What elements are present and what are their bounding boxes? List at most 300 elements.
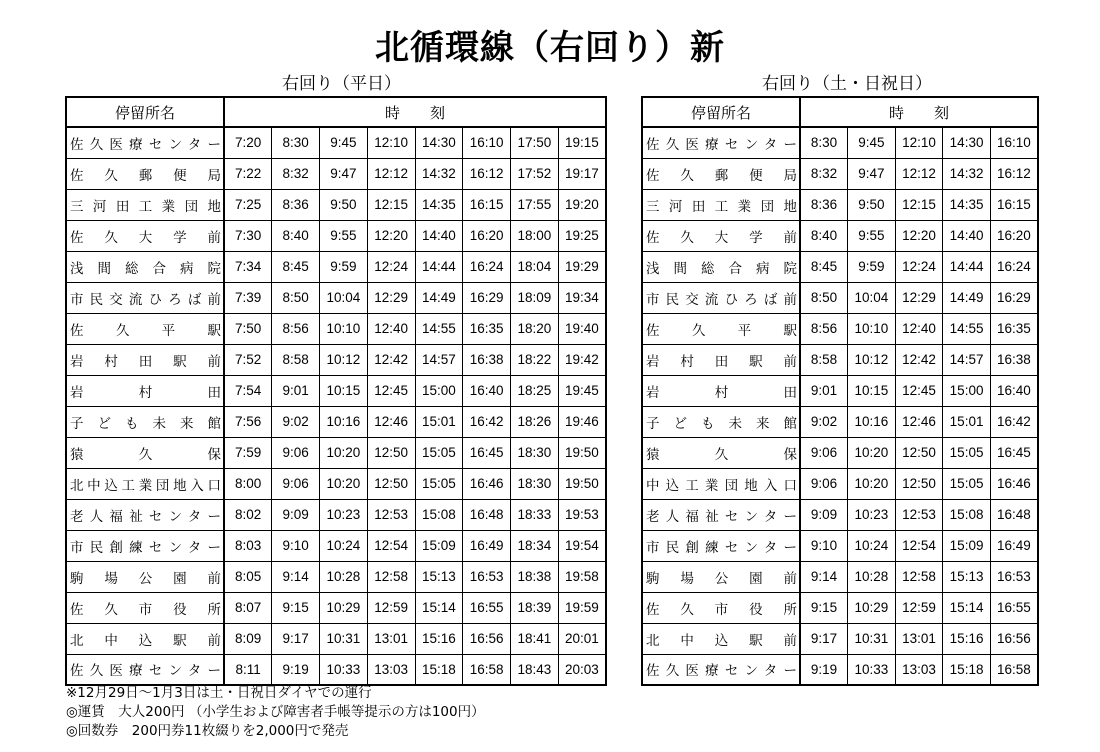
stop-name — [642, 406, 800, 437]
departure-time: 8:56 — [800, 313, 848, 344]
stop-name-label: 市民交流ひろば前 — [70, 291, 221, 308]
departure-time: 19:15 — [558, 127, 606, 158]
departure-time: 12:42 — [895, 344, 943, 375]
departure-time: 15:14 — [415, 592, 463, 623]
departure-time: 16:49 — [990, 530, 1038, 561]
stop-name — [642, 313, 800, 344]
departure-time: 12:24 — [895, 251, 943, 282]
stop-name-label: 浅間総合病院 — [646, 260, 797, 277]
departure-time: 7:22 — [224, 158, 272, 189]
table-row — [642, 375, 1038, 406]
departure-time: 10:20 — [848, 437, 896, 468]
departure-time: 8:58 — [272, 344, 320, 375]
departure-time: 7:59 — [224, 437, 272, 468]
stop-name-label: 駒場公園前 — [646, 570, 797, 587]
departure-time: 10:16 — [320, 406, 368, 437]
departure-time: 7:30 — [224, 220, 272, 251]
departure-time: 7:39 — [224, 282, 272, 313]
stop-name — [642, 251, 800, 282]
departure-time: 14:30 — [415, 127, 463, 158]
departure-time: 13:01 — [895, 623, 943, 654]
departure-time: 14:44 — [943, 251, 991, 282]
table-row — [66, 499, 606, 530]
stop-name — [66, 654, 224, 685]
table-row — [66, 530, 606, 561]
stop-name — [66, 344, 224, 375]
departure-time: 12:10 — [367, 127, 415, 158]
departure-time: 8:00 — [224, 468, 272, 499]
stop-name-label: 北中込駅前 — [646, 632, 797, 649]
departure-time: 12:53 — [895, 499, 943, 530]
departure-time: 10:20 — [320, 468, 368, 499]
departure-time: 15:00 — [943, 375, 991, 406]
departure-time: 8:50 — [272, 282, 320, 313]
departure-time: 9:47 — [320, 158, 368, 189]
stop-name-label: 三河田工業団地 — [70, 198, 221, 215]
departure-time: 8:30 — [800, 127, 848, 158]
departure-time: 9:15 — [272, 592, 320, 623]
table-row — [66, 220, 606, 251]
departure-time: 14:49 — [415, 282, 463, 313]
departure-time: 7:50 — [224, 313, 272, 344]
departure-time: 9:06 — [272, 468, 320, 499]
table-row — [66, 437, 606, 468]
stop-name-label: 北中込駅前 — [70, 632, 221, 649]
stop-name-label: 子ども未来館 — [646, 415, 797, 432]
departure-time: 13:01 — [367, 623, 415, 654]
departure-time: 10:28 — [848, 561, 896, 592]
stop-name — [642, 127, 800, 158]
departure-time: 9:09 — [800, 499, 848, 530]
table-row — [66, 158, 606, 189]
departure-time: 12:45 — [367, 375, 415, 406]
departure-time: 12:54 — [367, 530, 415, 561]
departure-time: 18:38 — [511, 561, 559, 592]
stop-name-label: 市民創練センター — [646, 539, 797, 556]
stop-name-label: 佐久郵便局 — [646, 167, 797, 184]
departure-time: 9:10 — [272, 530, 320, 561]
departure-time: 16:35 — [990, 313, 1038, 344]
departure-time: 12:40 — [367, 313, 415, 344]
departure-time: 8:56 — [272, 313, 320, 344]
stop-name-label: 岩村田駅前 — [70, 353, 221, 370]
departure-time: 19:54 — [558, 530, 606, 561]
table-row — [642, 654, 1038, 685]
departure-time: 12:50 — [367, 468, 415, 499]
stop-name — [642, 282, 800, 313]
departure-time: 12:46 — [895, 406, 943, 437]
departure-time: 9:59 — [848, 251, 896, 282]
departure-time: 12:59 — [367, 592, 415, 623]
departure-time: 10:23 — [320, 499, 368, 530]
stop-name — [66, 437, 224, 468]
departure-time: 16:53 — [463, 561, 511, 592]
stop-name — [642, 189, 800, 220]
stop-name-label: 佐久大学前 — [70, 229, 221, 246]
departure-time: 12:12 — [895, 158, 943, 189]
departure-time: 14:55 — [415, 313, 463, 344]
table-row — [66, 654, 606, 685]
departure-time: 8:11 — [224, 654, 272, 685]
departure-time: 19:50 — [558, 437, 606, 468]
stop-name-label: 北中込工業団地入口 — [70, 477, 221, 494]
stop-name-label: 岩村田 — [70, 384, 221, 401]
departure-time: 15:13 — [943, 561, 991, 592]
stop-name-label: 岩村田 — [646, 384, 797, 401]
stop-name — [66, 468, 224, 499]
departure-time: 10:24 — [320, 530, 368, 561]
departure-time: 12:50 — [367, 437, 415, 468]
departure-time: 12:12 — [367, 158, 415, 189]
stop-name — [642, 220, 800, 251]
departure-time: 14:57 — [415, 344, 463, 375]
departure-time: 14:57 — [943, 344, 991, 375]
departure-time: 12:24 — [367, 251, 415, 282]
departure-time: 10:04 — [848, 282, 896, 313]
table-row — [642, 437, 1038, 468]
departure-time: 8:50 — [800, 282, 848, 313]
departure-time: 16:48 — [990, 499, 1038, 530]
departure-time: 7:56 — [224, 406, 272, 437]
stop-name — [642, 499, 800, 530]
stop-name — [66, 251, 224, 282]
departure-time: 17:52 — [511, 158, 559, 189]
departure-time: 9:02 — [272, 406, 320, 437]
departure-time: 19:25 — [558, 220, 606, 251]
stop-name — [642, 158, 800, 189]
departure-time: 9:17 — [800, 623, 848, 654]
departure-time: 18:04 — [511, 251, 559, 282]
table-row — [642, 623, 1038, 654]
departure-time: 14:32 — [943, 158, 991, 189]
table-row — [66, 468, 606, 499]
departure-time: 12:54 — [895, 530, 943, 561]
departure-time: 12:45 — [895, 375, 943, 406]
departure-time: 16:49 — [463, 530, 511, 561]
stop-name-label: 老人福祉センター — [646, 508, 797, 525]
departure-time: 9:59 — [320, 251, 368, 282]
departure-time: 15:14 — [943, 592, 991, 623]
stop-name-label: 猿久保 — [70, 446, 221, 463]
table-row — [642, 251, 1038, 282]
departure-time: 9:50 — [320, 189, 368, 220]
departure-time: 12:58 — [367, 561, 415, 592]
departure-time: 19:45 — [558, 375, 606, 406]
departure-time: 12:59 — [895, 592, 943, 623]
stop-name — [66, 561, 224, 592]
departure-time: 7:25 — [224, 189, 272, 220]
departure-time: 10:10 — [848, 313, 896, 344]
departure-time: 10:12 — [848, 344, 896, 375]
departure-time: 9:55 — [320, 220, 368, 251]
departure-time: 8:07 — [224, 592, 272, 623]
table-row — [66, 561, 606, 592]
departure-time: 10:15 — [320, 375, 368, 406]
stop-name — [66, 189, 224, 220]
departure-time: 18:41 — [511, 623, 559, 654]
stop-name — [66, 623, 224, 654]
stop-name — [66, 375, 224, 406]
departure-time: 15:08 — [415, 499, 463, 530]
note-coupon: ◎回数券 200円券11枚綴りを2,000円で発売 — [66, 723, 349, 739]
departure-time: 9:17 — [272, 623, 320, 654]
departure-time: 8:58 — [800, 344, 848, 375]
table-row — [642, 220, 1038, 251]
departure-time: 8:02 — [224, 499, 272, 530]
departure-time: 10:04 — [320, 282, 368, 313]
stop-name — [66, 530, 224, 561]
table-row — [642, 530, 1038, 561]
departure-time: 10:33 — [320, 654, 368, 685]
departure-time: 14:49 — [943, 282, 991, 313]
departure-time: 15:18 — [415, 654, 463, 685]
departure-time: 8:45 — [800, 251, 848, 282]
table-row — [642, 313, 1038, 344]
departure-time: 7:20 — [224, 127, 272, 158]
departure-time: 9:47 — [848, 158, 896, 189]
stop-name-label: 市民交流ひろば前 — [646, 291, 797, 308]
departure-time: 9:19 — [800, 654, 848, 685]
stop-name — [66, 406, 224, 437]
departure-time: 20:03 — [558, 654, 606, 685]
departure-time: 8:05 — [224, 561, 272, 592]
table-row — [66, 375, 606, 406]
departure-time: 10:28 — [320, 561, 368, 592]
departure-time: 14:40 — [943, 220, 991, 251]
stop-name-label: 佐久郵便局 — [70, 167, 221, 184]
departure-time: 9:06 — [272, 437, 320, 468]
stop-name — [642, 561, 800, 592]
holiday-timetable — [641, 96, 1039, 686]
stop-name — [66, 158, 224, 189]
departure-time: 16:46 — [463, 468, 511, 499]
departure-time: 15:01 — [943, 406, 991, 437]
departure-time: 14:44 — [415, 251, 463, 282]
departure-time: 15:18 — [943, 654, 991, 685]
departure-time: 8:40 — [272, 220, 320, 251]
departure-time: 16:15 — [990, 189, 1038, 220]
departure-time: 18:22 — [511, 344, 559, 375]
stop-name-label: 浅間総合病院 — [70, 260, 221, 277]
departure-time: 10:23 — [848, 499, 896, 530]
stop-name — [642, 437, 800, 468]
departure-time: 16:20 — [463, 220, 511, 251]
departure-time: 12:29 — [367, 282, 415, 313]
departure-time: 16:24 — [463, 251, 511, 282]
stop-name — [642, 623, 800, 654]
departure-time: 18:39 — [511, 592, 559, 623]
departure-time: 9:15 — [800, 592, 848, 623]
departure-time: 19:42 — [558, 344, 606, 375]
departure-time: 9:45 — [320, 127, 368, 158]
departure-time: 9:06 — [800, 437, 848, 468]
departure-time: 17:55 — [511, 189, 559, 220]
table-row — [642, 406, 1038, 437]
departure-time: 15:05 — [943, 468, 991, 499]
departure-time: 16:56 — [463, 623, 511, 654]
table-row — [66, 592, 606, 623]
stop-name — [66, 127, 224, 158]
departure-time: 8:09 — [224, 623, 272, 654]
stop-name-header: 停留所名 — [642, 97, 800, 127]
departure-time: 9:06 — [800, 468, 848, 499]
stop-name-label: 佐久大学前 — [646, 229, 797, 246]
departure-time: 13:03 — [895, 654, 943, 685]
departure-time: 16:45 — [990, 437, 1038, 468]
departure-time: 14:30 — [943, 127, 991, 158]
departure-time: 16:12 — [990, 158, 1038, 189]
departure-time: 18:20 — [511, 313, 559, 344]
time-header: 時 刻 — [224, 97, 606, 127]
departure-time: 15:05 — [415, 437, 463, 468]
departure-time: 12:40 — [895, 313, 943, 344]
departure-time: 12:20 — [367, 220, 415, 251]
departure-time: 8:45 — [272, 251, 320, 282]
departure-time: 10:31 — [848, 623, 896, 654]
departure-time: 19:59 — [558, 592, 606, 623]
departure-time: 9:14 — [800, 561, 848, 592]
departure-time: 20:01 — [558, 623, 606, 654]
departure-time: 18:30 — [511, 437, 559, 468]
departure-time: 16:15 — [463, 189, 511, 220]
stop-name-header: 停留所名 — [66, 97, 224, 127]
departure-time: 9:10 — [800, 530, 848, 561]
page-title: 北循環線（右回り）新 — [375, 28, 725, 68]
departure-time: 14:40 — [415, 220, 463, 251]
stop-name-label: 佐久医療センター — [70, 663, 221, 680]
table-row — [66, 189, 606, 220]
weekday-subtitle: 右回り（平日） — [282, 74, 401, 94]
time-header: 時 刻 — [800, 97, 1038, 127]
departure-time: 10:31 — [320, 623, 368, 654]
departure-time: 16:38 — [990, 344, 1038, 375]
departure-time: 12:46 — [367, 406, 415, 437]
stop-name — [66, 592, 224, 623]
departure-time: 18:34 — [511, 530, 559, 561]
departure-time: 12:15 — [367, 189, 415, 220]
departure-time: 10:20 — [320, 437, 368, 468]
departure-time: 8:36 — [272, 189, 320, 220]
table-row — [642, 344, 1038, 375]
table-row — [66, 406, 606, 437]
table-row — [66, 313, 606, 344]
departure-time: 19:17 — [558, 158, 606, 189]
note-fare: ◎運賃 大人200円 （小学生および障害者手帳等提示の方は100円） — [66, 704, 485, 720]
departure-time: 16:48 — [463, 499, 511, 530]
departure-time: 19:29 — [558, 251, 606, 282]
departure-time: 15:09 — [415, 530, 463, 561]
departure-time: 12:20 — [895, 220, 943, 251]
departure-time: 12:53 — [367, 499, 415, 530]
departure-time: 16:55 — [463, 592, 511, 623]
stop-name-label: 三河田工業団地 — [646, 198, 797, 215]
stop-name-label: 佐久平駅 — [70, 322, 221, 339]
departure-time: 8:30 — [272, 127, 320, 158]
departure-time: 16:40 — [990, 375, 1038, 406]
table-row — [66, 251, 606, 282]
departure-time: 8:03 — [224, 530, 272, 561]
departure-time: 7:34 — [224, 251, 272, 282]
departure-time: 9:09 — [272, 499, 320, 530]
departure-time: 9:14 — [272, 561, 320, 592]
departure-time: 16:29 — [990, 282, 1038, 313]
departure-time: 18:09 — [511, 282, 559, 313]
table-row — [66, 623, 606, 654]
note-holiday-schedule: ※12月29日～1月3日は土・日祝日ダイヤでの運行 — [66, 685, 372, 701]
departure-time: 16:35 — [463, 313, 511, 344]
departure-time: 14:55 — [943, 313, 991, 344]
stop-name-label: 老人福祉センター — [70, 508, 221, 525]
departure-time: 12:42 — [367, 344, 415, 375]
departure-time: 9:19 — [272, 654, 320, 685]
departure-time: 7:52 — [224, 344, 272, 375]
stop-name-label: 岩村田駅前 — [646, 353, 797, 370]
departure-time: 16:42 — [463, 406, 511, 437]
departure-time: 10:15 — [848, 375, 896, 406]
table-row — [642, 158, 1038, 189]
departure-time: 19:34 — [558, 282, 606, 313]
departure-time: 8:36 — [800, 189, 848, 220]
departure-time: 10:29 — [320, 592, 368, 623]
departure-time: 16:58 — [990, 654, 1038, 685]
departure-time: 19:58 — [558, 561, 606, 592]
departure-time: 13:03 — [367, 654, 415, 685]
departure-time: 8:40 — [800, 220, 848, 251]
table-row — [642, 499, 1038, 530]
stop-name — [642, 530, 800, 561]
departure-time: 9:02 — [800, 406, 848, 437]
departure-time: 15:13 — [415, 561, 463, 592]
departure-time: 17:50 — [511, 127, 559, 158]
departure-time: 9:55 — [848, 220, 896, 251]
departure-time: 8:32 — [272, 158, 320, 189]
departure-time: 18:26 — [511, 406, 559, 437]
departure-time: 19:20 — [558, 189, 606, 220]
stop-name — [642, 654, 800, 685]
departure-time: 15:09 — [943, 530, 991, 561]
departure-time: 16:56 — [990, 623, 1038, 654]
departure-time: 16:38 — [463, 344, 511, 375]
departure-time: 16:55 — [990, 592, 1038, 623]
stop-name-label: 佐久平駅 — [646, 322, 797, 339]
stop-name — [642, 375, 800, 406]
departure-time: 19:40 — [558, 313, 606, 344]
departure-time: 16:40 — [463, 375, 511, 406]
departure-time: 12:50 — [895, 468, 943, 499]
departure-time: 16:46 — [990, 468, 1038, 499]
departure-time: 18:00 — [511, 220, 559, 251]
stop-name-label: 市民創練センター — [70, 539, 221, 556]
departure-time: 14:35 — [415, 189, 463, 220]
departure-time: 15:05 — [943, 437, 991, 468]
departure-time: 10:24 — [848, 530, 896, 561]
stop-name-label: 猿久保 — [646, 446, 797, 463]
table-row — [642, 189, 1038, 220]
departure-time: 9:50 — [848, 189, 896, 220]
departure-time: 10:10 — [320, 313, 368, 344]
departure-time: 14:32 — [415, 158, 463, 189]
departure-time: 14:35 — [943, 189, 991, 220]
stop-name-label: 佐久医療センター — [70, 136, 221, 153]
departure-time: 10:20 — [848, 468, 896, 499]
stop-name-label: 子ども未来館 — [70, 415, 221, 432]
departure-time: 15:16 — [415, 623, 463, 654]
stop-name — [642, 592, 800, 623]
departure-time: 7:54 — [224, 375, 272, 406]
stop-name-label: 駒場公園前 — [70, 570, 221, 587]
departure-time: 15:00 — [415, 375, 463, 406]
table-row — [66, 282, 606, 313]
